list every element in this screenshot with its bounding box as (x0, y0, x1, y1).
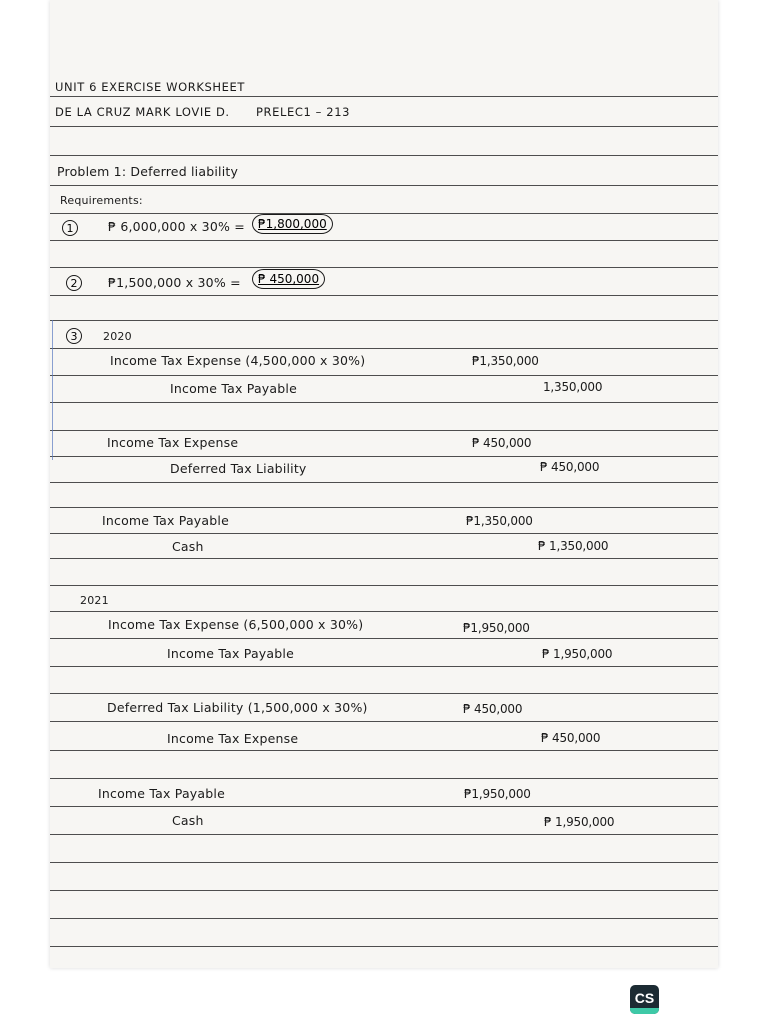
ruled-line (50, 507, 718, 508)
journal-account: Cash (172, 813, 204, 828)
credit-amount: ₱ 1,350,000 (538, 539, 609, 553)
ruled-line (50, 295, 718, 296)
margin-line (52, 320, 53, 460)
ruled-line (50, 834, 718, 835)
credit-amount: ₱ 1,950,000 (544, 815, 615, 829)
year-label: 2021 (80, 594, 109, 607)
requirement-number: 2 (66, 275, 82, 291)
debit-amount: ₱1,350,000 (466, 514, 533, 528)
ruled-line (50, 213, 718, 214)
requirement-number: 3 (66, 328, 82, 344)
ruled-line (50, 558, 718, 559)
ruled-line (50, 348, 718, 349)
ruled-line (50, 862, 718, 863)
ruled-line (50, 611, 718, 612)
journal-account: Deferred Tax Liability (1,500,000 x 30%) (107, 700, 368, 715)
journal-account: Income Tax Payable (170, 381, 297, 396)
ruled-line (50, 402, 718, 403)
journal-account: Cash (172, 539, 204, 554)
ruled-line (50, 320, 718, 321)
problem-title: Problem 1: Deferred liability (57, 164, 239, 179)
ruled-line (50, 240, 718, 241)
answer-text: ₱1,800,000 (258, 217, 327, 231)
ruled-line (50, 375, 718, 376)
credit-amount: ₱ 450,000 (541, 731, 601, 745)
ruled-line (50, 721, 718, 722)
ruled-line (50, 456, 718, 457)
journal-account: Income Tax Expense (167, 731, 299, 746)
journal-account: Deferred Tax Liability (170, 461, 307, 476)
ruled-line (50, 778, 718, 779)
logo-accent-bar (630, 1008, 659, 1014)
debit-amount: ₱ 450,000 (463, 702, 523, 716)
credit-amount: 1,350,000 (543, 380, 603, 394)
ruled-line (50, 430, 718, 431)
ruled-line (50, 890, 718, 891)
ruled-line (50, 666, 718, 667)
requirement-computation: ₱1,500,000 x 30% = (108, 275, 241, 290)
ruled-line (50, 155, 718, 156)
ruled-line (50, 482, 718, 483)
ruled-line (50, 533, 718, 534)
ruled-line (50, 185, 718, 186)
worksheet-title: UNIT 6 EXERCISE WORKSHEET (55, 80, 245, 94)
requirement-answer (252, 214, 333, 234)
camscanner-logo (630, 985, 659, 1014)
journal-account: Income Tax Payable (102, 513, 229, 528)
credit-amount: ₱ 1,950,000 (542, 647, 613, 661)
ruled-line (50, 638, 718, 639)
journal-account: Income Tax Payable (98, 786, 225, 801)
ruled-line (50, 946, 718, 947)
worksheet-page (50, 0, 718, 968)
section-code: PRELEC1 – 213 (256, 105, 351, 119)
ruled-line (50, 693, 718, 694)
requirement-answer (252, 269, 325, 289)
credit-amount: ₱ 450,000 (540, 460, 600, 474)
ruled-line (50, 918, 718, 919)
debit-amount: ₱1,950,000 (463, 621, 530, 635)
student-name: DE LA CRUZ MARK LOVIE D. (55, 105, 230, 119)
ruled-line (50, 806, 718, 807)
ruled-line (50, 585, 718, 586)
debit-amount: ₱ 450,000 (472, 436, 532, 450)
ruled-line (50, 126, 718, 127)
requirement-number: 1 (62, 220, 78, 236)
logo-text: CS (634, 990, 655, 1006)
year-label: 2020 (103, 330, 132, 343)
ruled-line (50, 96, 718, 97)
requirements-label: Requirements: (60, 194, 143, 207)
journal-account: Income Tax Expense (6,500,000 x 30%) (108, 617, 364, 632)
ruled-line (50, 750, 718, 751)
requirement-computation: ₱ 6,000,000 x 30% = (108, 219, 245, 234)
journal-account: Income Tax Payable (167, 646, 294, 661)
debit-amount: ₱1,950,000 (464, 787, 531, 801)
ruled-line (50, 267, 718, 268)
journal-account: Income Tax Expense (107, 435, 239, 450)
debit-amount: ₱1,350,000 (472, 354, 539, 368)
journal-account: Income Tax Expense (4,500,000 x 30%) (110, 353, 366, 368)
answer-text: ₱ 450,000 (258, 272, 320, 286)
